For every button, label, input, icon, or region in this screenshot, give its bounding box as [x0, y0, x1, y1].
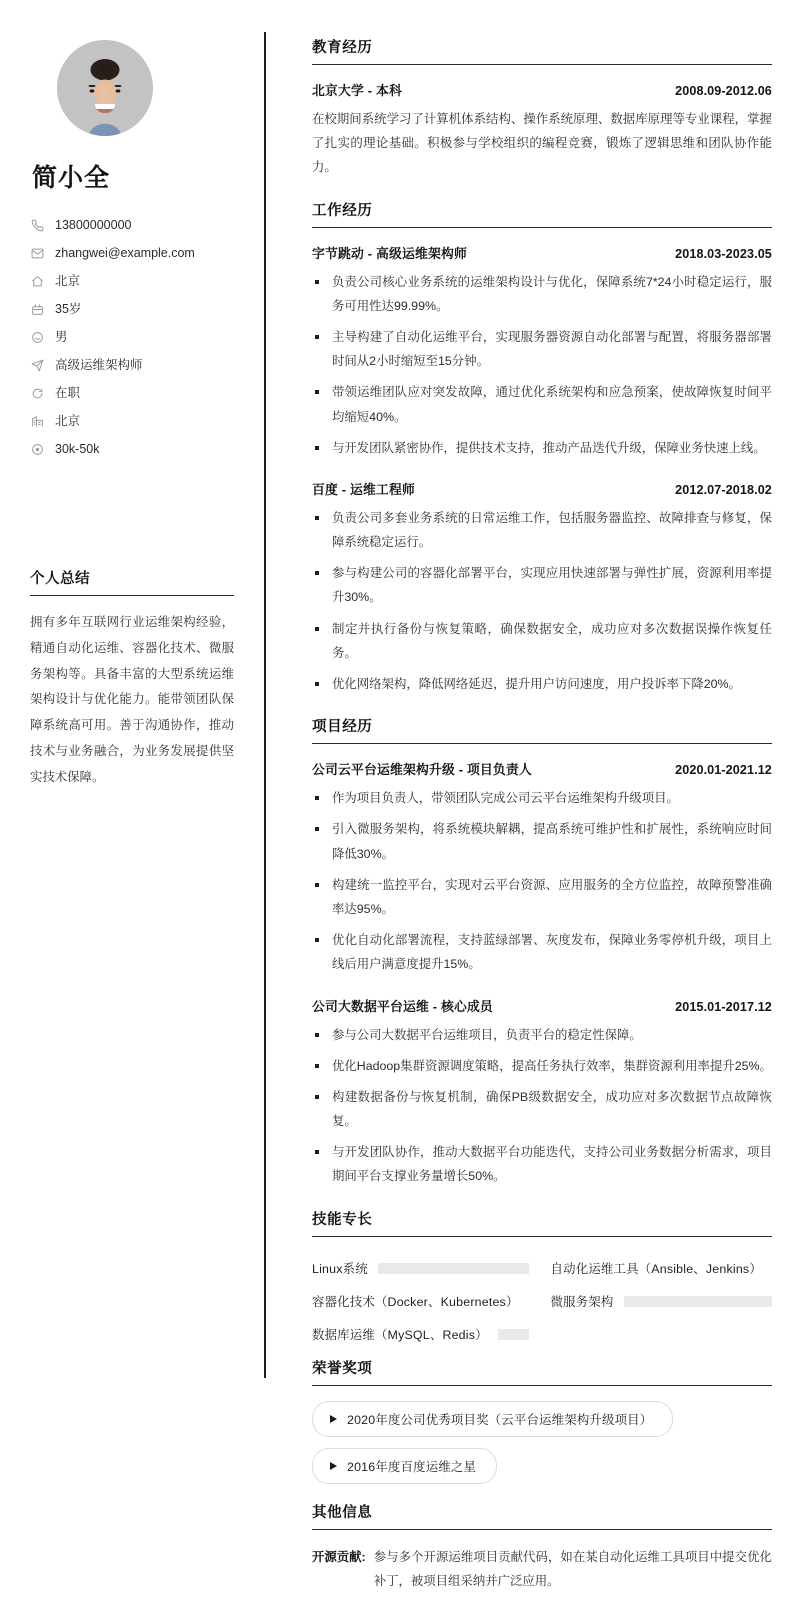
- target-icon: [30, 442, 44, 456]
- entry-date: 2020.01-2021.12: [675, 763, 772, 778]
- education-section: [312, 36, 772, 180]
- work-section: [312, 199, 772, 697]
- skills-title: 技能专长: [312, 1208, 772, 1237]
- contact-position: [30, 351, 234, 379]
- gender-icon: [30, 330, 44, 344]
- main-content: [264, 0, 794, 1599]
- contact-age-value: 35岁: [55, 301, 82, 316]
- skill-row: [551, 1252, 772, 1285]
- envelope-icon: [30, 246, 44, 260]
- projects-section: [312, 715, 772, 1188]
- bullet-item: 与开发团队协作，推动大数据平台功能迭代，支持公司业务数据分析需求，项目期间平台支撑业务量增长50%。: [312, 1140, 772, 1188]
- entry-date: 2018.03-2023.05: [675, 246, 772, 261]
- honor-list: [312, 1401, 772, 1495]
- contact-email: [30, 239, 234, 267]
- honor-row: [312, 1448, 772, 1495]
- project-entry: [312, 996, 772, 1189]
- contact-age: [30, 295, 234, 323]
- bullet-item: 带领运维团队应对突发故障，通过优化系统架构和应急预案，使故障恢复时间平均缩短40%。: [312, 380, 772, 428]
- sidebar: [0, 0, 264, 1599]
- bullet-item: 负责公司多套业务系统的日常运维工作，包括服务器监控、故障排查与修复，保障系统稳定运行。: [312, 506, 772, 554]
- entry-date: 2012.07-2018.02: [675, 482, 772, 497]
- skill-label: 自动化运维工具（Ansible、Jenkins）: [550, 1262, 762, 1277]
- work-title: 工作经历: [312, 199, 772, 228]
- bullet-item: 作为项目负责人，带领团队完成公司云平台运维架构升级项目。: [312, 786, 772, 810]
- entry-title: 公司云平台运维架构升级 - 项目负责人: [312, 762, 532, 778]
- contact-list: [30, 211, 234, 463]
- skill-label: 微服务架构: [550, 1295, 614, 1310]
- summary-title: 个人总结: [30, 567, 234, 596]
- bullet-item: 参与构建公司的容器化部署平台，实现应用快速部署与弹性扩展，资源利用率提升30%。: [312, 561, 772, 609]
- contact-location-value: 北京: [55, 273, 81, 288]
- honors-title: 荣誉奖项: [312, 1357, 772, 1386]
- bullet-item: 制定并执行备份与恢复策略，确保数据安全，成功应对多次数据误操作恢复任务。: [312, 617, 772, 665]
- contact-salary-value: 30k-50k: [55, 441, 100, 456]
- bullet-item: 主导构建了自动化运维平台，实现服务器资源自动化部署与配置，将服务器部署时间从2小时缩短至15分钟。: [312, 325, 772, 373]
- bullet-list: [312, 786, 772, 976]
- entry-title: 北京大学 - 本科: [312, 83, 402, 98]
- other-info-row: [312, 1545, 772, 1593]
- list-item[interactable]: [312, 1448, 497, 1484]
- bullet-item: 构建统一监控平台，实现对云平台资源、应用服务的全方位监控，故障预警准确率达95%。: [312, 873, 772, 921]
- bullet-item: 构建数据备份与恢复机制，确保PB级数据安全，成功应对多次数据节点故障恢复。: [312, 1085, 772, 1133]
- summary-section: [30, 567, 234, 791]
- bullet-item: 与开发团队紧密协作，提供技术支持，推动产品迭代升级，保障业务快速上线。: [312, 436, 772, 460]
- building-icon: [30, 414, 44, 428]
- entry-date: 2015.01-2017.12: [675, 999, 772, 1014]
- contact-phone-value: 13800000000: [55, 217, 132, 232]
- summary-text: 拥有多年互联网行业运维架构经验，精通自动化运维、容器化技术、微服务架构等。具备丰富的大型系统运维架构设计与优化能力。能带领团队保障系统高可用。善于沟通协作，推动技术与业务融合，为业务发展提供坚实技术保障。: [30, 615, 234, 784]
- contact-salary: [30, 435, 234, 463]
- bullet-list: [312, 1023, 772, 1189]
- work-entry: [312, 479, 772, 696]
- refresh-icon: [30, 386, 44, 400]
- work-entry: [312, 243, 772, 460]
- other-info-value: 参与多个开源运维项目贡献代码，如在某自动化运维工具项目中提交优化补丁，被项目组采纳并广泛应用。: [373, 1549, 772, 1588]
- entry-date: 2008.09-2012.06: [675, 84, 772, 98]
- contact-city: [30, 407, 234, 435]
- education-title: 教育经历: [312, 36, 772, 65]
- contact-city-value: 北京: [55, 413, 81, 428]
- honors-section: [312, 1357, 772, 1495]
- skills-section: [312, 1208, 772, 1351]
- user-photo-icon: [57, 40, 153, 136]
- skill-row: [312, 1252, 529, 1285]
- bullet-item: 优化网络架构，降低网络延迟，提升用户访问速度，用户投诉率下降20%。: [312, 672, 772, 696]
- bullet-list: [312, 506, 772, 696]
- list-item[interactable]: [312, 1401, 673, 1437]
- skill-progress-bar: [624, 1296, 772, 1307]
- bullet-item: 引入微服务架构，将系统模块解耦，提高系统可维护性和扩展性，系统响应时间降低30%。: [312, 817, 772, 865]
- projects-title: 项目经历: [312, 715, 772, 744]
- entry-head: [312, 479, 772, 498]
- contact-status-value: 在职: [55, 385, 81, 400]
- entry-head: [312, 996, 772, 1015]
- other-info-title: 其他信息: [312, 1501, 772, 1530]
- entry-head: [312, 759, 772, 778]
- avatar: [57, 40, 153, 136]
- project-entry: [312, 759, 772, 976]
- entry-description: 在校期间系统学习了计算机体系结构、操作系统原理、数据库原理等专业课程，掌握了扎实的理论基础。积极参与学校组织的编程竞赛，锻炼了逻辑思维和团队协作能力。: [312, 112, 772, 175]
- column-divider: [264, 32, 266, 1378]
- contact-gender: [30, 323, 234, 351]
- skill-row: [551, 1285, 772, 1318]
- other-info-label: 开源贡献:: [312, 1549, 366, 1564]
- skill-row: [312, 1318, 529, 1351]
- bullet-item: 优化自动化部署流程，支持蓝绿部署、灰度发布，保障业务零停机升级，项目上线后用户满意度提升15%。: [312, 928, 772, 976]
- phone-icon: [30, 218, 44, 232]
- contact-status: [30, 379, 234, 407]
- skill-progress-bar: [498, 1329, 529, 1340]
- skill-row: [312, 1285, 529, 1318]
- entry-head: [312, 80, 772, 99]
- entry-title: 公司大数据平台运维 - 核心成员: [312, 998, 493, 1014]
- calendar-icon: [30, 302, 44, 316]
- skill-label: 数据库运维（MySQL、Redis）: [312, 1328, 488, 1343]
- paper-plane-icon: [30, 358, 44, 372]
- bullet-item: 负责公司核心业务系统的运维架构设计与优化，保障系统7*24小时稳定运行，服务可用性达99.99%。: [312, 270, 772, 318]
- bullet-list: [312, 270, 772, 460]
- contact-location: [30, 267, 234, 295]
- page-title: 简小全: [32, 164, 111, 192]
- entry-title: 百度 - 运维工程师: [312, 481, 415, 497]
- entry-title: 字节跳动 - 高级运维架构师: [312, 245, 467, 261]
- triangle-right-icon: [330, 1462, 337, 1470]
- skill-progress-bar: [378, 1263, 529, 1274]
- skill-label: Linux系统: [312, 1262, 368, 1277]
- contact-position-value: 高级运维架构师: [55, 357, 143, 372]
- contact-phone: [30, 211, 234, 239]
- skill-label: 容器化技术（Docker、Kubernetes）: [312, 1295, 519, 1310]
- bullet-item: 参与公司大数据平台运维项目，负责平台的稳定性保障。: [312, 1023, 772, 1047]
- education-entry: [312, 80, 772, 180]
- home-icon: [30, 274, 44, 288]
- triangle-right-icon: [330, 1415, 337, 1423]
- other-info-section: [312, 1501, 772, 1593]
- entry-head: [312, 243, 772, 262]
- skills-grid: [312, 1252, 772, 1351]
- bullet-item: 优化Hadoop集群资源调度策略，提高任务执行效率，集群资源利用率提升25%。: [312, 1054, 772, 1078]
- contact-gender-value: 男: [55, 329, 68, 344]
- honor-row: [312, 1401, 772, 1448]
- contact-email-value: zhangwei@example.com: [55, 245, 195, 260]
- honor-label: 2016年度百度运维之星: [347, 1459, 477, 1474]
- honor-label: 2020年度公司优秀项目奖（云平台运维架构升级项目）: [347, 1412, 653, 1427]
